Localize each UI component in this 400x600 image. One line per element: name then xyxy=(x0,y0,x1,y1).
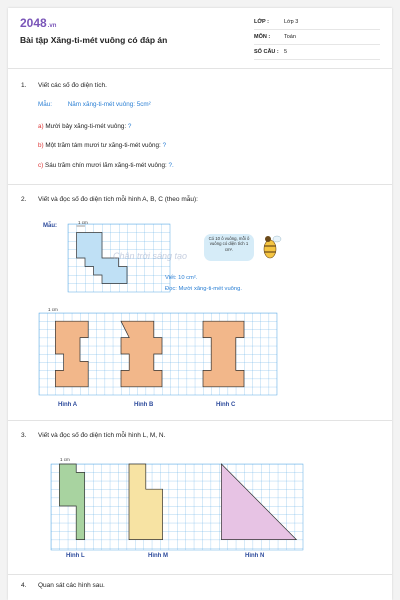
caption-n: Hình N xyxy=(245,553,265,559)
caption-m: Hình M xyxy=(148,553,168,559)
q1-item-b-blank[interactable]: ? xyxy=(162,142,167,149)
meta-grade-key: LỚP : xyxy=(254,19,269,25)
meta-count-key: SỐ CÂU : xyxy=(254,49,279,55)
question-1-text: Viết các số đo diện tích. xyxy=(38,82,107,89)
meta-count-value: 5 xyxy=(284,49,288,55)
q2-watermark: Chân trời sáng tạo xyxy=(113,251,187,261)
q2-figure xyxy=(8,213,392,413)
q1-divider xyxy=(8,184,392,185)
caption-b: Hình B xyxy=(134,402,154,408)
q1-sample-label: Mẫu: xyxy=(38,101,52,108)
header-divider xyxy=(8,68,392,69)
q1-sample-value: Năm xăng-ti-mét vuông: 5cm² xyxy=(67,101,151,108)
q1-item-a xyxy=(38,123,131,130)
q1-item-c-prefix: c) xyxy=(38,162,44,169)
meta-grade-value: Lớp 3 xyxy=(284,19,299,25)
caption-l: Hình L xyxy=(66,553,85,559)
q2-sample-label: Mẫu: xyxy=(43,223,57,229)
meta-grade xyxy=(254,16,380,30)
caption-a: Hình A xyxy=(58,402,78,408)
meta-subject xyxy=(254,31,380,45)
meta-question-count xyxy=(254,46,380,60)
meta-subject-key: MÔN : xyxy=(254,34,271,40)
q3-figure xyxy=(8,448,392,568)
meta-subject-value: Toán xyxy=(284,34,296,40)
question-3-number: 3. xyxy=(21,432,27,439)
question-2-text: Viết và đọc số đo diện tích mỗi hình A, B, C (theo mẫu): xyxy=(38,196,198,203)
caption-c: Hình C xyxy=(216,402,236,408)
q1-item-a-blank[interactable]: ? xyxy=(127,123,132,130)
question-3-text: Viết và đọc số đo diện tích mỗi hình L, M, N. xyxy=(38,432,166,439)
q2-unit-label-2: 1 cm xyxy=(48,307,58,312)
question-4-text: Quan sát các hình sau. xyxy=(38,582,105,589)
question-4-number: 4. xyxy=(21,582,27,589)
worksheet-header xyxy=(8,8,392,68)
q2-bubble-text: Có 10 ô vuông, mỗi ô vuông có diện tích 1 cm². xyxy=(208,236,250,252)
question-2-number: 2. xyxy=(21,196,27,203)
q2-unit-label: 1 cm xyxy=(78,220,88,225)
q3-unit-label: 1 cm xyxy=(60,457,70,462)
q3-divider xyxy=(8,574,392,575)
worksheet-page xyxy=(8,8,392,600)
q1-item-a-text: Mười bảy xăng-ti-mét vuông: xyxy=(45,123,127,130)
page-title: Bài tập Xăng-ti-mét vuông có đáp án xyxy=(20,35,168,45)
q2-divider xyxy=(8,420,392,421)
q1-item-b xyxy=(38,142,166,149)
q1-item-b-prefix: b) xyxy=(38,142,44,149)
q1-item-c xyxy=(38,162,174,169)
site-logo[interactable]: 2048.vn xyxy=(20,16,57,30)
bee-icon xyxy=(264,236,281,258)
q1-item-c-blank[interactable]: ?. xyxy=(168,162,174,169)
q1-item-b-text: Một trăm tám mươi tư xăng-ti-mét vuông: xyxy=(45,142,161,149)
q2-read-text: Đọc: Mười xăng-ti-mét vuông. xyxy=(165,286,242,292)
q1-sample xyxy=(38,101,151,108)
q1-item-c-text: Sáu trăm chín mươi lăm xăng-ti-mét vuông: xyxy=(45,162,167,169)
q2-write-text: Viết: 10 cm². xyxy=(165,275,198,281)
question-1-number: 1. xyxy=(21,82,27,89)
q1-item-a-prefix: a) xyxy=(38,123,44,130)
